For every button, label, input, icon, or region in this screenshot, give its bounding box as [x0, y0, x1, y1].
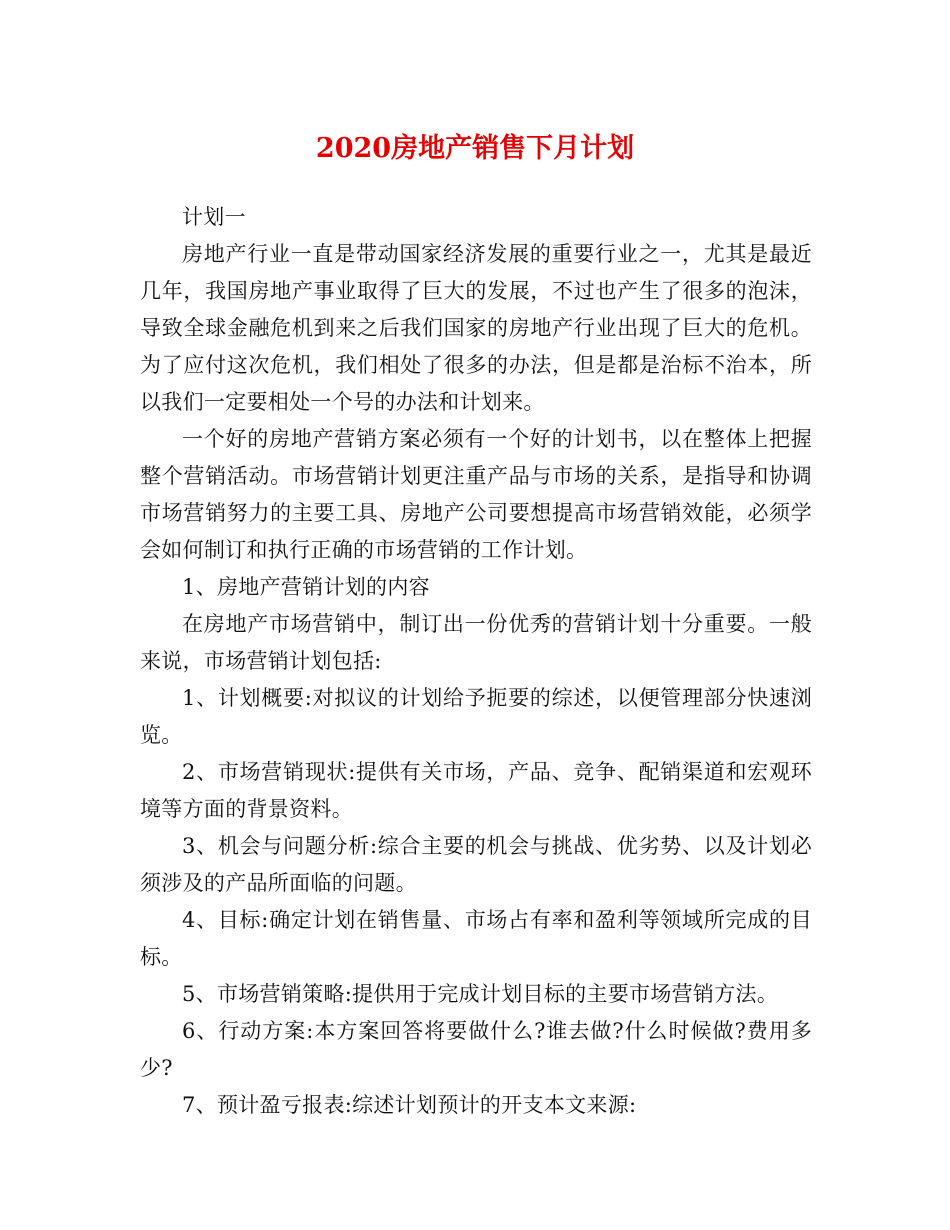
paragraph-intro: 房地产行业一直是带动国家经济发展的重要行业之一，尤其是最近几年，我国房地产事业取得了巨大的发展，不过也产生了很多的泡沫，导致全球金融危机到来之后我们国家的房地产行业出现了巨大的危机。为了应付这次危机，我们相处了很多的办法，但是都是治标不治本，所以我们一定要相处一个号的办法和计划来。 — [140, 242, 812, 414]
paragraph-plan-importance: 在房地产市场营销中，制订出一份优秀的营销计划十分重要。一般来说，市场营销计划包括: — [140, 612, 812, 673]
paragraph-marketing-plan: 一个好的房地产营销方案必须有一个好的计划书，以在整体上把握整个营销活动。市场营销计划更注重产品与市场的关系，是指导和协调市场营销努力的主要工具、房地产公司要想提高市场营销效能，必须学会如何制订和执行正确的市场营销的工作计划。 — [140, 427, 812, 562]
list-item-marketing-strategy: 5、市场营销策略:提供用于完成计划目标的主要市场营销方法。 — [182, 982, 779, 1006]
list-item-profit-loss: 7、预计盈亏报表:综述计划预计的开支本文来源: — [182, 1093, 637, 1117]
document-body — [140, 199, 812, 1124]
list-item-plan-summary: 1、计划概要:对拟议的计划给予扼要的综述，以便管理部分快速浏览。 — [140, 686, 812, 747]
list-item-opportunity-analysis: 3、机会与问题分析:综合主要的机会与挑战、优劣势、以及计划必须涉及的产品所面临的问题。 — [140, 834, 812, 895]
list-item-action-plan: 6、行动方案:本方案回答将要做什么?谁去做?什么时候做?费用多少? — [140, 1019, 812, 1080]
section-heading-plan-content: 1、房地产营销计划的内容 — [182, 575, 430, 599]
list-item-goals: 4、目标:确定计划在销售量、市场占有率和盈利等领域所完成的目标。 — [140, 908, 812, 969]
list-item-market-status: 2、市场营销现状:提供有关市场，产品、竞争、配销渠道和宏观环境等方面的背景资料。 — [140, 760, 812, 821]
document-title: 2020房地产销售下月计划 — [315, 133, 635, 164]
paragraph-plan-heading: 计划一 — [182, 205, 246, 229]
